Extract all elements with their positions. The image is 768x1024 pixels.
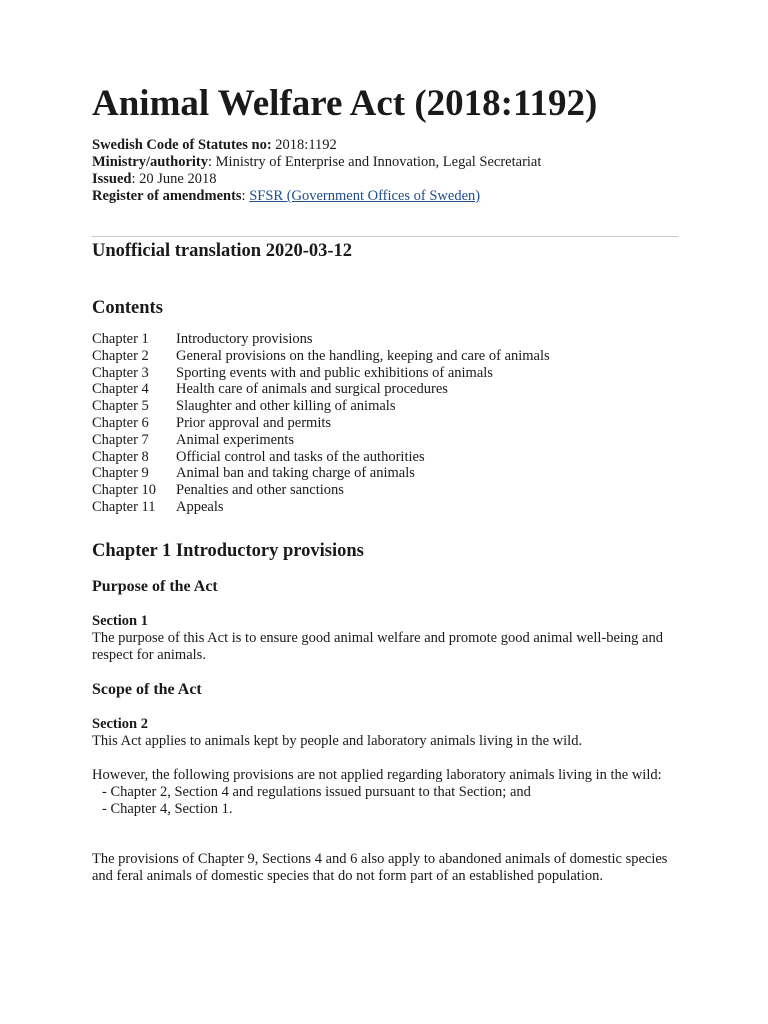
toc-row [92, 348, 550, 365]
toc-chapter-title: Sporting events with and public exhibitions of animals [176, 364, 493, 381]
section-2-bullet-2: - Chapter 4, Section 1. [102, 801, 233, 817]
sfsr-link[interactable]: SFSR (Government Offices of Sweden) [249, 188, 481, 204]
toc-chapter-title: General provisions on the handling, keeping and care of animals [176, 347, 550, 364]
sfs-number-label: Swedish Code of Statutes no: [92, 137, 272, 153]
section-2-however: However, the following provisions are not applied regarding laboratory animals living in the wild: [92, 767, 662, 783]
toc-chapter-number: Chapter 9 [92, 465, 149, 482]
toc-row [92, 499, 550, 516]
document-metadata [92, 137, 541, 205]
toc-row [92, 465, 550, 482]
toc-chapter-number: Chapter 11 [92, 498, 156, 515]
section-1-label: Section 1 [92, 613, 148, 629]
section-2-bullet-1: - Chapter 2, Section 4 and regulations issued pursuant to that Section; and [102, 784, 531, 800]
register-separator: : [241, 188, 250, 204]
scope-heading: Scope of the Act [92, 681, 202, 698]
sfs-number-value: 2018:1192 [271, 137, 337, 153]
toc-chapter-number: Chapter 6 [92, 414, 149, 431]
chapter-1-heading: Chapter 1 Introductory provisions [92, 541, 364, 561]
toc-chapter-title: Health care of animals and surgical procedures [176, 381, 448, 398]
toc-chapter-title: Penalties and other sanctions [176, 482, 344, 499]
toc-chapter-title: Introductory provisions [176, 331, 313, 347]
horizontal-divider [92, 236, 678, 237]
table-of-contents [92, 331, 550, 516]
register-line [92, 188, 541, 205]
toc-chapter-number: Chapter 5 [92, 398, 149, 415]
section-1-text: The purpose of this Act is to ensure good animal welfare and promote good animal well-being and respect for animals. [92, 630, 663, 663]
issued-label: Issued [92, 171, 132, 187]
section-2-provisions [92, 851, 684, 885]
toc-row [92, 449, 550, 466]
section-1 [92, 613, 684, 664]
section-2-text: This Act applies to animals kept by people and laboratory animals living in the wild. [92, 733, 583, 749]
toc-chapter-title: Prior approval and permits [176, 414, 332, 431]
register-label: Register of amendments [92, 188, 242, 204]
section-2-label: Section 2 [92, 716, 148, 732]
toc-chapter-title: Official control and tasks of the authorities [176, 448, 425, 465]
toc-chapter-title: Slaughter and other killing of animals [176, 398, 396, 415]
section-2 [92, 716, 684, 750]
toc-chapter-number: Chapter 1 [92, 331, 149, 347]
toc-chapter-title: Animal experiments [176, 431, 294, 448]
translation-heading: Unofficial translation 2020-03-12 [92, 241, 353, 261]
toc-row [92, 432, 550, 449]
toc-chapter-title: Appeals [176, 498, 224, 515]
toc-row [92, 331, 550, 348]
toc-chapter-number: Chapter 10 [92, 482, 157, 499]
toc-row [92, 415, 550, 432]
toc-row [92, 381, 550, 398]
sfs-number-line [92, 137, 541, 154]
ministry-value: : Ministry of Enterprise and Innovation, Legal Secretariat [208, 154, 542, 170]
toc-chapter-number: Chapter 4 [92, 381, 149, 398]
purpose-heading: Purpose of the Act [92, 578, 218, 595]
toc-row [92, 482, 550, 499]
toc-row [92, 398, 550, 415]
toc-chapter-title: Animal ban and taking charge of animals [176, 465, 415, 482]
contents-heading: Contents [92, 298, 163, 318]
section-2-provisions-text: The provisions of Chapter 9, Sections 4 and 6 also apply to abandoned animals of domestic species and feral animals of domestic species that do not form part of an established population. [92, 851, 668, 884]
toc-chapter-number: Chapter 7 [92, 431, 149, 448]
section-2-exceptions [92, 767, 684, 818]
ministry-label: Ministry/authority [92, 154, 208, 170]
issued-line [92, 171, 541, 188]
toc-chapter-number: Chapter 2 [92, 347, 149, 364]
toc-chapter-number: Chapter 8 [92, 448, 149, 465]
document-title: Animal Welfare Act (2018:1192) [92, 83, 598, 124]
issued-value: : 20 June 2018 [131, 171, 217, 187]
ministry-line [92, 154, 541, 171]
toc-chapter-number: Chapter 3 [92, 364, 149, 381]
toc-row [92, 365, 550, 382]
